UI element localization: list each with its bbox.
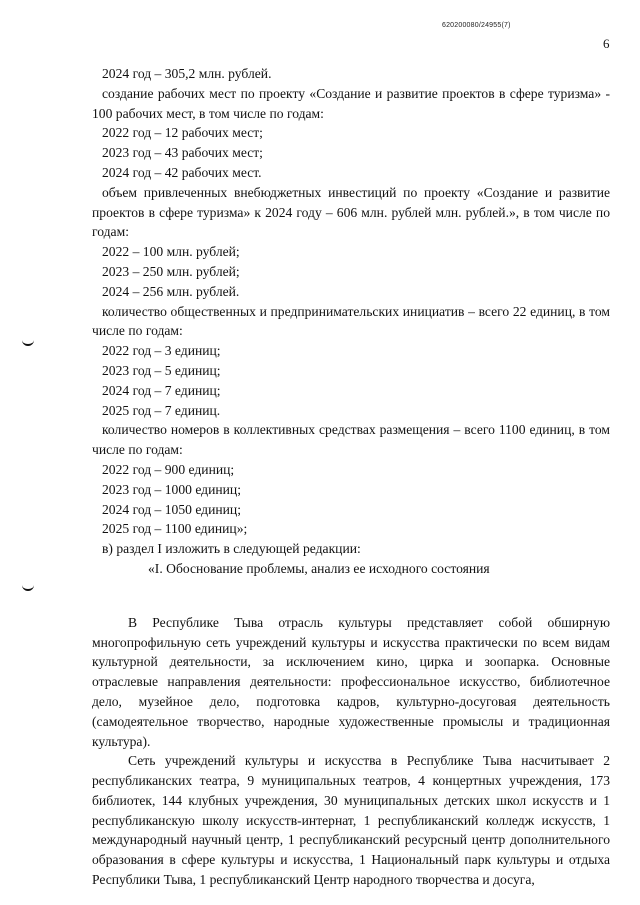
list-item: 2022 год – 900 единиц; bbox=[102, 461, 235, 477]
list-item: 2022 – 100 млн. рублей; bbox=[102, 244, 240, 260]
paragraph: создание рабочих мест по проекту «Создание и развитие проектов в сфере туризма» - 100 рабочих мест, в том числе по годам: bbox=[92, 85, 610, 121]
spacer bbox=[92, 579, 610, 613]
list-item: 2024 год – 305,2 млн. рублей. bbox=[102, 66, 272, 81]
list-item: 2022 год – 12 рабочих мест; bbox=[102, 125, 263, 141]
list-item: 2023 год – 5 единиц; bbox=[102, 362, 221, 378]
list-item: 2025 год – 1100 единиц»; bbox=[102, 521, 248, 537]
list-item: 2023 – 250 млн. рублей; bbox=[102, 263, 240, 279]
paragraph: количество общественных и предпринимательских инициатив – всего 22 единиц, в том числе по годам: bbox=[92, 303, 610, 339]
list-item: 2023 год – 1000 единиц; bbox=[102, 481, 241, 497]
section-heading: «I. Обоснование проблемы, анализ ее исходного состояния bbox=[148, 560, 490, 576]
paragraph: Сеть учреждений культуры и искусства в Республике Тыва насчитывает 2 республиканских театра, 9 муниципальных театров, 4 концертных учреждения, 173 библиотек, 144 клубных учреждения, 30 муниципальных детских школ искусств и 1 республиканскую школу искусств-интернат, 1 республиканский колледж искусств, 1 международный научный центр, 1 республиканский ресурсный центр дополнительного образования в сфере культуры и искусства, 1 Национальный парк культуры и отдыха Республики Тыва, 1 республиканский Центр народного творчества и досуга, bbox=[92, 753, 610, 888]
scan-mark bbox=[22, 338, 34, 346]
list-item: 2024 год – 1050 единиц; bbox=[102, 501, 241, 517]
page-number: 6 bbox=[603, 36, 610, 51]
instruction-line: в) раздел I изложить в следующей редакции: bbox=[102, 541, 361, 557]
list-item: 2024 год – 42 рабочих мест. bbox=[102, 164, 262, 180]
paragraph: объем привлеченных внебюджетных инвестиций по проекту «Создание и развитие проектов в сфере туризма» к 2024 году – 606 млн. рублей млн. рублей.», в том числе по годам: bbox=[92, 184, 610, 240]
document-body bbox=[92, 64, 610, 890]
list-item: 2024 – 256 млн. рублей. bbox=[102, 283, 240, 299]
paragraph: В Республике Тыва отрасль культуры представляет собой обширную многопрофильную сеть учреждений культуры и искусства практически по всем видам культурной деятельности, за исключением кино, цирка и зоопарка. Основные отраслевые направления деятельности: профессиональное искусство, библиотечное дело, музейное дело, подготовка кадров, культурно-досуговая деятельность (самодеятельное творчество, народные художественные промыслы и традиционная культура). bbox=[92, 614, 610, 749]
list-item: 2023 год – 43 рабочих мест; bbox=[102, 145, 263, 161]
list-item: 2025 год – 7 единиц. bbox=[102, 402, 221, 418]
paragraph: количество номеров в коллективных средствах размещения – всего 1100 единиц, в том числе по годам: bbox=[92, 422, 610, 458]
list-item: 2024 год – 7 единиц; bbox=[102, 382, 221, 398]
document-code: 620200080/24955(7) bbox=[442, 22, 511, 29]
list-item: 2022 год – 3 единиц; bbox=[102, 343, 221, 359]
scan-mark bbox=[22, 583, 34, 591]
